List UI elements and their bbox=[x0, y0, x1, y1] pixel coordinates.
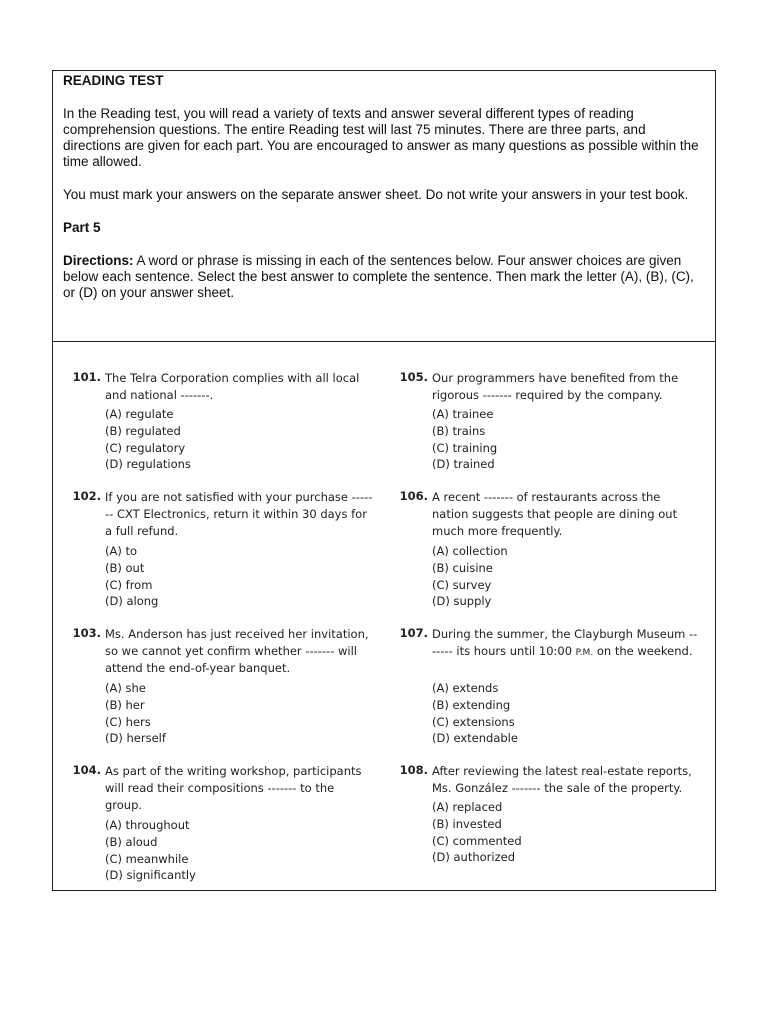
option-d: (D) authorized bbox=[432, 850, 515, 865]
option-d: (D) regulations bbox=[105, 457, 191, 472]
option-b: (B) extending bbox=[432, 697, 511, 712]
question-number: 107. bbox=[399, 626, 428, 640]
option-c: (C) meanwhile bbox=[105, 851, 189, 866]
pm-abbreviation: P.M. bbox=[575, 648, 594, 658]
option-a: (A) replaced bbox=[432, 800, 503, 814]
question-text: Ms. Anderson has just received her invitation, so we cannot yet confirm whether ------- will attend the end-of-year banquet. bbox=[105, 627, 369, 675]
answer-options bbox=[105, 543, 365, 610]
question-number: 104. bbox=[72, 763, 101, 777]
question-number: 108. bbox=[399, 763, 428, 777]
option-b: (B) aloud bbox=[105, 834, 158, 849]
question-text: A recent ------- of restaurants across the nation suggests that people are dining out much more frequently. bbox=[432, 490, 678, 538]
option-c: (C) regulatory bbox=[105, 440, 186, 455]
option-d: (D) supply bbox=[432, 594, 492, 609]
option-a: (A) trainee bbox=[432, 407, 494, 421]
option-b: (B) trains bbox=[432, 423, 486, 438]
question-text: The Telra Corporation complies with all local and national -------. bbox=[105, 371, 360, 402]
answer-sheet-paragraph: You must mark your answers on the separate answer sheet. Do not write your answers in your test book. bbox=[63, 187, 689, 202]
option-c: (C) hers bbox=[105, 714, 151, 729]
question-text-end: on the weekend. bbox=[593, 644, 693, 658]
option-b: (B) her bbox=[105, 697, 145, 712]
option-c: (C) extensions bbox=[432, 714, 515, 729]
question-text-start: During the summer, the Clayburgh Museum ------- its hours until 10:00 bbox=[432, 627, 698, 658]
option-a: (A) throughout bbox=[105, 818, 190, 832]
question-text: After reviewing the latest real-estate reports, Ms. González ------- the sale of the property. bbox=[432, 764, 692, 795]
directions-paragraph bbox=[63, 253, 705, 301]
directions-text: A word or phrase is missing in each of the sentences below. Four answer choices are given below each sentence. Select the best answer to complete the sentence. Then mark the letter (A), (B), (C), or (D) on your answer sheet. bbox=[63, 253, 694, 300]
question-text: If you are not satisfied with your purchase ------- CXT Electronics, return it within 30 days for a full refund. bbox=[105, 490, 373, 538]
intro-paragraph: In the Reading test, you will read a variety of texts and answer several different types of reading comprehension questions. The entire Reading test will last 75 minutes. There are three parts, and directions are given for each part. You are encouraged to answer as many questions as possible within the time allowed. bbox=[63, 106, 699, 169]
option-c: (C) commented bbox=[432, 833, 522, 848]
option-c: (C) survey bbox=[432, 577, 492, 592]
question-number: 105. bbox=[399, 370, 428, 384]
option-a: (A) extends bbox=[432, 681, 499, 695]
answer-options bbox=[432, 406, 692, 473]
answer-options bbox=[432, 680, 692, 747]
question-text: As part of the writing workshop, participants will read their compositions ------- to the group. bbox=[105, 764, 362, 812]
section-title: READING TEST bbox=[63, 73, 164, 88]
question-number: 103. bbox=[72, 626, 101, 640]
option-d: (D) significantly bbox=[105, 868, 196, 883]
answer-options bbox=[432, 799, 692, 866]
option-a: (A) she bbox=[105, 681, 146, 695]
option-b: (B) cuisine bbox=[432, 560, 493, 575]
option-a: (A) regulate bbox=[105, 407, 174, 421]
directions-label: Directions: bbox=[63, 253, 134, 268]
answer-options bbox=[105, 817, 365, 884]
question-number: 102. bbox=[72, 489, 101, 503]
option-d: (D) trained bbox=[432, 457, 495, 472]
answer-options bbox=[432, 543, 692, 610]
question-text: Our programmers have benefited from the rigorous ------- required by the company. bbox=[432, 371, 679, 402]
answer-options bbox=[105, 406, 365, 473]
option-a: (A) collection bbox=[432, 544, 508, 558]
part-heading: Part 5 bbox=[63, 220, 101, 235]
option-b: (B) regulated bbox=[105, 423, 181, 438]
option-c: (C) training bbox=[432, 440, 498, 455]
question-text bbox=[432, 626, 700, 662]
option-a: (A) to bbox=[105, 544, 138, 558]
option-d: (D) extendable bbox=[432, 731, 518, 746]
option-d: (D) herself bbox=[105, 731, 166, 746]
option-c: (C) from bbox=[105, 577, 153, 592]
answer-options bbox=[105, 680, 365, 747]
question-number: 106. bbox=[399, 489, 428, 503]
option-d: (D) along bbox=[105, 594, 159, 609]
option-b: (B) invested bbox=[432, 816, 502, 831]
question-number: 101. bbox=[72, 370, 101, 384]
questions-box bbox=[52, 341, 716, 891]
option-b: (B) out bbox=[105, 560, 145, 575]
instructions-box bbox=[52, 70, 716, 342]
